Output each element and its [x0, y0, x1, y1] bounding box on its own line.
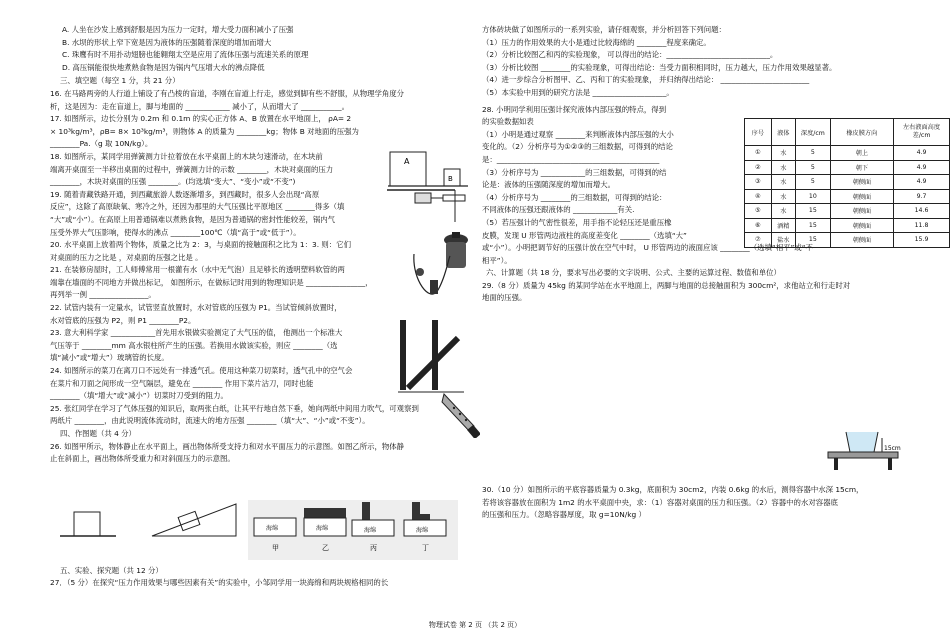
question-line: 止在斜面上，画出物体所受重力和对斜面压力的示意图。	[50, 454, 235, 464]
table-cell: 水	[771, 204, 796, 219]
question-line: （5）本实验中用到的研究方法是 ____________________。	[482, 87, 674, 97]
question-line: 气压等于 ________mm 高水银柱所产生的压强。若换用水做该实验，则应 ________（选	[50, 340, 338, 350]
figure-q22-test-tubes	[398, 318, 464, 398]
table-cell: 4.9	[894, 146, 950, 161]
table-cell: ⑥	[745, 218, 772, 233]
label-a: A	[404, 157, 410, 166]
question-line: 端离开桌面至一半移出桌面的过程中，弹簧测力计的示数 ________，木块对桌面的压力	[50, 164, 334, 174]
svg-text:海绵: 海绵	[416, 527, 429, 534]
figure-q21-water-hose	[410, 250, 454, 308]
table-cell: 9.7	[894, 189, 950, 204]
question-26	[50, 441, 460, 466]
question-line: 论是：液体的压强随深度的增加而增大。	[482, 180, 616, 190]
question-line: 端靠在墙面的不同地方并做出标记， 如图所示，在做标记时用到的物理知识是 ________________，	[50, 277, 373, 287]
svg-text:丁: 丁	[422, 544, 429, 552]
question-line: 相平”）。	[482, 255, 512, 265]
question-line: 若将该容器放在面积为 1m2 的水平桌面中央，求：（1）容器对桌面的压力和压强。（2）容器中的水对容器底	[482, 497, 838, 507]
question-line: “大”或“小”）。在高原上用普通锅难以煮熟食物，是因为普通锅的密封性能较差，锅内气	[50, 214, 336, 224]
question-line: 20. 水平桌面上放着两个物体，质量之比为 2：3，与桌面的接触面积之比为 1：3. 则：它们	[50, 240, 351, 250]
table-row	[745, 160, 950, 175]
question-line: （4）进一步综合分析图甲、乙、丙和丁的实验现象， 并归纳得出结论： ________________________	[482, 75, 810, 85]
table-cell: 5	[796, 160, 831, 175]
label-b: B	[448, 175, 453, 183]
table-cell: 朝侧面	[830, 218, 893, 233]
question-line: 的压强和压力。（忽略容器厚度，取 g=10N/kg ）	[482, 510, 646, 520]
question-line: 变化的。（2）分析序号为①②③的三组数据，可得到的结论	[482, 142, 673, 152]
svg-text:海绵: 海绵	[364, 527, 377, 534]
table-cell: 水	[771, 189, 796, 204]
question-line: 23. 意大利科学家 ____________首先用水银做实验测定了大气压的值， 他测出一个标准大	[50, 328, 343, 338]
question-line: 19. 随着青藏铁路开通，到西藏旅游人数逐渐增多，到西藏时，很多人会出现“高原	[50, 189, 320, 199]
table-cell: 5	[796, 146, 831, 161]
table-cell: 水	[771, 160, 796, 175]
page-footer: 物理试卷 第 2 页 （共 2 页）	[428, 621, 522, 629]
table-row	[745, 204, 950, 219]
figure-q24-knife	[440, 392, 480, 438]
svg-text:海绵: 海绵	[266, 525, 279, 532]
figure-q26-block-on-incline	[150, 500, 240, 538]
table-cell: 11.8	[894, 218, 950, 233]
table-row	[745, 189, 950, 204]
question-line: 压受外界大气压影响，使得水的沸点 ________100℃（填“高于”或“低于”）。	[50, 227, 301, 237]
section5-title: 五、实验、探究题（共 12 分）	[60, 566, 163, 575]
choice-option-line: A. 人坐在沙发上感到舒服是因为压力一定时，增大受力面积减小了压强	[62, 25, 294, 34]
section3-title: 三、填空题（每空 1 分，共 21 分）	[60, 76, 180, 86]
question-line: ________，木块对桌面的压强 ________。(均选填“变大”、“变小”或“不变”)	[50, 177, 296, 187]
table-cell: 15	[796, 204, 831, 219]
table-cell: 朝侧面	[830, 189, 893, 204]
question-line: （4）分析序号为 ________的三组数据，可得到的结论：	[482, 192, 667, 202]
question-line: 水对管底的压强为 P2，则 P1 ________P2。	[50, 315, 196, 325]
q28-data-table	[744, 118, 950, 248]
question-line: 析，这是因为：走在盲道上，脚与地面的 ____________ 减小了，从而增大了 ___________。	[50, 101, 349, 111]
table-cell: 5	[796, 175, 831, 190]
question-27-start: 27．（5 分）在探究“压力作用效果与哪些因素有关”的实验中，小邹同学用一块海绵和两块规格相同的长	[50, 578, 389, 587]
table-header: 深度/cm	[796, 119, 831, 146]
table-cell: 4.9	[894, 160, 950, 175]
figure-q26-block-on-ground	[60, 510, 120, 540]
table-row	[745, 175, 950, 190]
question-29	[482, 280, 912, 305]
figure-q27-sponges	[248, 500, 458, 560]
svg-text:甲: 甲	[272, 544, 279, 552]
table-cell: 朝上	[830, 146, 893, 161]
question-line: （5）若压强计的气密性很差，用手指不论轻压还是重压橡	[482, 217, 672, 227]
question-line: 不同液体的压强还跟液体的 ____________有关.	[482, 205, 635, 215]
table-cell: 朝侧面	[830, 233, 893, 248]
svg-text:海绵: 海绵	[316, 525, 329, 532]
question-line: 24. 如图所示的菜刀在离刀口不远处有一排透气孔。使用这种菜刀切菜时，透气孔中的空气会	[50, 366, 353, 376]
wooden-block	[415, 193, 431, 203]
table-cell: 15	[796, 218, 831, 233]
choice-options	[50, 24, 460, 74]
question-line: （1）压力的作用效果的大小是通过比较海绵的 ________程度来确定。	[482, 37, 711, 47]
table-cell: 盐水	[771, 233, 796, 248]
figure-q30-container	[826, 428, 916, 472]
svg-text:丙: 丙	[370, 544, 377, 552]
table-cell: 朝侧面	[830, 175, 893, 190]
table-cell: ③	[745, 175, 772, 190]
table-header-row	[745, 119, 950, 146]
question-line: 16. 在马路两旁的人行道上铺设了有凸棱的盲道，李刚在盲道上行走，感觉到脚有些不舒服，从物理学角度分	[50, 88, 405, 98]
question-27-continued	[482, 24, 912, 100]
table-header: 序号	[745, 119, 772, 146]
table-cell: 4.9	[894, 175, 950, 190]
question-line: （3）分析序号为 ____________的三组数据，可得到的结	[482, 167, 667, 177]
table-cell: ②	[745, 160, 772, 175]
table-row	[745, 146, 950, 161]
question-line: 26. 如图甲所示，物体静止在水平面上，画出物体所受支持力和对水平面压力的示意图。如图乙所示，物体静	[50, 441, 405, 451]
choice-option-line: C. 珠鹰有时不用扑动翅膀也能翱翔太空是应用了流体压强与流速关系的原理	[62, 50, 309, 60]
question-line: 22. 试管内装有一定量水，试管竖直放置时，水对管底的压强为 P1。当试管倾斜放置时，	[50, 303, 342, 313]
table-cell: 朝下	[830, 160, 893, 175]
table-cell: ①	[745, 146, 772, 161]
left-column	[50, 24, 460, 466]
table-cell: 15	[796, 233, 831, 248]
table-cell: 酒精	[771, 218, 796, 233]
question-line: 是：____________________________________________	[482, 154, 660, 164]
table-cell: ⑤	[745, 204, 772, 219]
table-cell: ⑦	[745, 233, 772, 248]
question-line: 反应”，这除了高原缺氧、寒冷之外，还因为那里的大气压强比平原地区 ________得多（填	[50, 202, 345, 212]
choice-option-line: B. 水坝的形状上窄下宽是因为液体的压强随着深度的增加而增大	[62, 37, 272, 47]
table-cell: ④	[745, 189, 772, 204]
question-line: 在菜片和刀面之间形成一空气隔层，避免在 ________ 作用下菜片沾刀，同时也能	[50, 378, 314, 388]
table-header: 橡皮膜方向	[830, 119, 893, 146]
question-line: 30.（10 分）如图所示的平底容器质量为 0.3kg，底面积为 30cm2，内装 0.6kg 的水后，测得容器中水深 15cm，	[482, 485, 864, 494]
question-line: ________Pa.（g 取 10N/kg）。	[50, 139, 153, 149]
label-15cm: 15cm	[884, 445, 901, 452]
table-row	[745, 233, 950, 248]
question-line: （2）分析比较图乙和丙的实验现象， 可以得出的结论：____________________________。	[482, 50, 778, 60]
table-cell: 水	[771, 175, 796, 190]
section4-title: 四、作图题（共 4 分）	[60, 429, 136, 438]
question-line: 29.（8 分）质量为 45kg 的某同学站在水平地面上，两脚与地面的总接触面积为 300cm²，求他站立和行走时对	[482, 280, 851, 290]
question-line: ________（填“增大”或“减小”）切菜时刀受到的阻力。	[50, 391, 228, 401]
question-line: 地面的压强。	[482, 293, 527, 303]
section6-title: 六、计算题（共 18 分，要求写出必要的文字说明、公式、主要的运算过程、数值和单位）	[486, 268, 781, 278]
spring-scale	[443, 195, 465, 201]
question-line: 21. 在装修房屋时，工人师傅常用一根灌有水（水中无气泡）且足够长的透明塑料软管的两	[50, 265, 345, 275]
question-line: 25. 张红同学在学习了气体压强的知识后，取两张白纸，让其平行地自然下垂，她向两纸中间用力吹气，可观察到	[50, 403, 419, 413]
question-line: 17. 如图所示，边长分别为 0.2m 和 0.1m 的实心正方体 A、B 放置在水平地面上， ρA= 2	[50, 114, 352, 124]
question-line: 28. 小明同学利用压强计探究液体内部压强的特点，得到	[482, 104, 667, 114]
question-line: 方体砖块做了如图所示的一系列实验，请仔细观察，并分析回答下列问题：	[482, 25, 726, 34]
question-line: 两纸片 ________，由此说明流体流动时，流速大的地方压强 ________（填“大”、“小”或“不变”）。	[50, 416, 370, 426]
question-line: × 10³kg/m³，ρB= 8× 10³kg/m³，则物体 A 的质量为 ________kg；物体 B 对地面的压强为	[50, 126, 359, 136]
question-line: 的实验数据如表	[482, 117, 534, 127]
table-cell: 朝侧面	[830, 204, 893, 219]
table-cell: 14.6	[894, 204, 950, 219]
table-header: 左右液面高度差/cm	[894, 119, 950, 146]
table-cell: 10	[796, 189, 831, 204]
svg-text:乙: 乙	[322, 544, 329, 552]
question-line: 对桌面的压力之比是 ，对桌面的压强之比是 。	[50, 252, 203, 262]
table-cell: 15.9	[894, 233, 950, 248]
question-line: 再列举一例 ________________。	[50, 290, 156, 300]
choice-option-line: D. 高压锅能很快地煮熟食物是因为锅内气压增大水的沸点降低	[62, 62, 265, 72]
question-line: 皮膜，发现 U 形管两边液柱的高度差变化 ________（选填“大”	[482, 230, 687, 240]
question-30	[482, 484, 922, 522]
question-line: 或“小”）。小明把调节好的压强计放在空气中时， U 形管两边的液面应该 ________（选填“相平”或“不	[482, 243, 813, 253]
question-line: 填“减小”或“增大”）玻璃管的长度。	[50, 353, 169, 363]
question-line: （1）小明是通过观察 ________来判断液体内部压强的大小	[482, 129, 674, 139]
figure-q18-spring-scale	[385, 184, 469, 224]
table-cell: 水	[771, 146, 796, 161]
table-row	[745, 218, 950, 233]
question-line: （3）分析比较图 ________的实验现象，可得出结论：当受力面积相同时，压力越大，压力作用效果越显著。	[482, 62, 837, 72]
table-header: 液体	[771, 119, 796, 146]
q28-data-table-wrap	[744, 118, 950, 248]
question-line: 18. 如图所示，某同学用弹簧测力计拉着放在水平桌面上的木块匀速滑动，在木块前	[50, 151, 323, 161]
